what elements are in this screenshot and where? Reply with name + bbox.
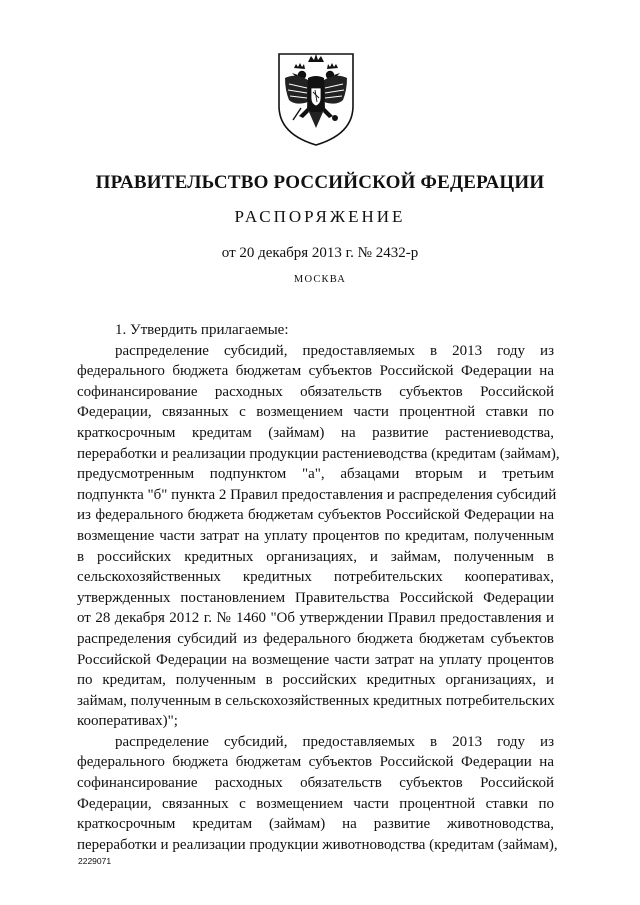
document-city: МОСКВА <box>293 274 347 285</box>
government-title: ПРАВИТЕЛЬСТВО РОССИЙСКОЙ ФЕДЕРАЦИИ <box>95 172 545 193</box>
body-line: распределения субсидий из федерального бюджета бюджетам субъектов <box>77 630 554 647</box>
body-line: Российской Федерации на возмещение части затрат на уплату процентов <box>77 651 554 668</box>
body-line: сельскохозяйственных кредитных потребительских кооперативах, <box>77 569 554 586</box>
body-line: кооперативах)"; <box>77 713 178 730</box>
document-type: РАСПОРЯЖЕНИЕ <box>234 207 406 226</box>
body-line: софинансирование расходных обязательств субъектов Российской <box>77 383 554 400</box>
footer-document-code: 2229071 <box>78 856 112 866</box>
body-line: от 28 декабря 2012 г. № 1460 "Об утверждении Правил предоставления и <box>77 610 554 627</box>
body-line: возмещение части затрат на уплату процентов по кредитам, полученным <box>77 527 554 544</box>
body-line: федерального бюджета бюджетам субъектов Российской Федерации на <box>77 363 554 380</box>
body-line: Федерации, связанных с возмещением части процентной ставки по <box>77 795 554 812</box>
body-line: подпункта "б" пункта 2 Правил предоставления и распределения субсидий <box>77 486 557 503</box>
body-line: утвержденных постановлением Правительства Российской Федерации <box>77 589 554 606</box>
body-line: Федерации, связанных с возмещением части процентной ставки по <box>77 404 554 421</box>
body-line: софинансирование расходных обязательств субъектов Российской <box>77 775 554 792</box>
body-line: переработки и реализации продукции животноводства (кредитам (займам), <box>77 836 558 853</box>
body-line: распределение субсидий, предоставляемых в 2013 году из <box>115 733 554 750</box>
body-line: по кредитам, полученным в российских кредитных организациях, и <box>77 672 554 689</box>
body-line: 1. Утвердить прилагаемые: <box>115 322 289 338</box>
double-headed-eagle-icon <box>275 48 357 148</box>
body-line: федерального бюджета бюджетам субъектов Российской Федерации на <box>77 754 554 771</box>
document-date-number: от 20 декабря 2013 г. № 2432-р <box>221 245 419 261</box>
body-line: краткосрочным кредитам (займам) на развитие растениеводства, <box>77 424 554 441</box>
body-line: распределение субсидий, предоставляемых в 2013 году из <box>115 342 554 359</box>
body-line: краткосрочным кредитам (займам) на развитие животноводства, <box>77 816 554 833</box>
coat-of-arms-emblem-icon <box>275 48 357 148</box>
body-line: займам, полученным в сельскохозяйственных кредитных потребительских <box>77 692 555 709</box>
body-line: предусмотренным подпунктом "а", абзацами вторым и третьим <box>77 466 554 483</box>
document-body <box>77 320 560 855</box>
body-line: из федерального бюджета бюджетам субъектов Российской Федерации на <box>77 507 554 524</box>
body-line: переработки и реализации продукции растениеводства (кредитам (займам), <box>77 445 560 462</box>
body-line: в российских кредитных организациях, и займам, полученным в <box>77 548 554 565</box>
